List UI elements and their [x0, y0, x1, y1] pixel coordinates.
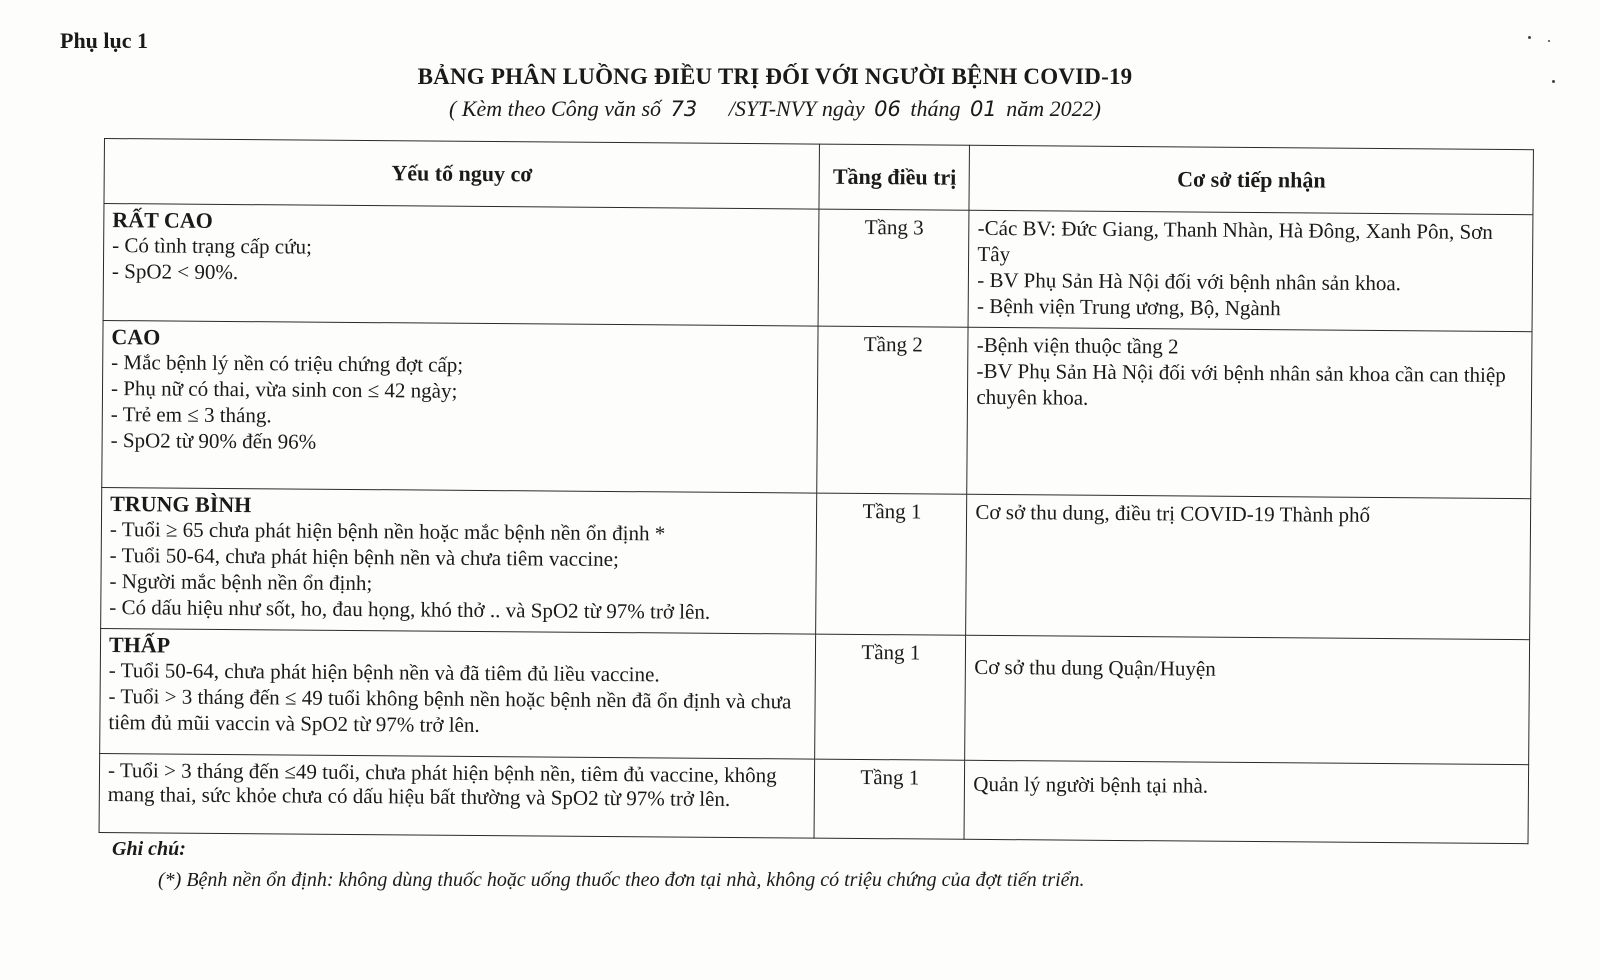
table-row: [99, 753, 1529, 843]
subtitle-year: 2022: [1049, 96, 1094, 121]
tier-cell: Tầng 1: [814, 759, 965, 839]
risk-line: - Tuổi > 3 tháng đến ≤ 49 tuổi không bệnh nền hoặc bệnh nền đã ổn định và chưa tiêm đủ mũi vaccin và SpO2 từ 97% trở lên.: [108, 684, 792, 737]
risk-line: - Mắc bệnh lý nền có triệu chứng đợt cấp;: [111, 350, 464, 377]
facility-line: -BV Phụ Sản Hà Nội đối với bệnh nhân sản khoa cần can thiệp chuyên khoa.: [976, 358, 1506, 410]
risk-cell: [100, 628, 816, 759]
notes-label: Ghi chú:: [112, 838, 186, 860]
document-title: BẢNG PHÂN LUỒNG ĐIỀU TRỊ ĐỐI VỚI NGƯỜI BỆNH COVID-19: [417, 64, 1133, 89]
facility-line: Cơ sở thu dung, điều trị COVID-19 Thành phố: [975, 499, 1371, 527]
risk-line: - Tuổi > 3 tháng đến ≤49 tuổi, chưa phát hiện bệnh nền, tiêm đủ vaccine, không mang thai, sức khỏe chưa có dấu hiệu bất thường và SpO2 từ 97% trở lên.: [107, 758, 777, 811]
risk-level: TRUNG BÌNH: [110, 491, 252, 518]
risk-cell: [101, 487, 818, 634]
subtitle-close: ): [1093, 96, 1101, 121]
notes-section: [112, 838, 1085, 892]
table-row: [100, 628, 1530, 764]
risk-line: - SpO2 từ 90% đến 96%: [110, 428, 317, 454]
header-risk-factor: Yếu tố nguy cơ: [104, 139, 820, 210]
facility-line: Quản lý người bệnh tại nhà.: [973, 771, 1209, 798]
risk-line: - SpO2 < 90%.: [111, 259, 239, 285]
facility-line: -Các BV: Đức Giang, Thanh Nhàn, Hà Đông, Xanh Pôn, Sơn Tây: [977, 215, 1493, 267]
risk-line: - Tuổi 50-64, chưa phát hiện bệnh nền và chưa tiêm vaccine;: [109, 543, 619, 572]
facility-line: -Bệnh viện thuộc tầng 2: [976, 332, 1179, 359]
table-header-row: [104, 139, 1533, 215]
risk-level: RẤT CAO: [112, 207, 213, 233]
risk-line: - Người mắc bệnh nền ổn định;: [109, 569, 373, 596]
subtitle-open: ( Kèm theo Công văn số: [449, 96, 662, 121]
tier-cell: Tầng 1: [815, 634, 966, 760]
subtitle-month: 01: [970, 97, 997, 121]
risk-cell: [99, 753, 815, 838]
tier-cell: Tầng 3: [818, 209, 969, 327]
tier-cell: Tầng 1: [816, 493, 967, 635]
risk-level: THẤP: [108, 632, 171, 658]
risk-line: - Có dấu hiệu như sốt, ho, đau họng, khó thở .. và SpO2 từ 97% trở lên.: [109, 595, 711, 624]
risk-line: - Phụ nữ có thai, vừa sinh con ≤ 42 ngày;: [110, 376, 458, 403]
risk-line: - Có tình trạng cấp cứu;: [112, 233, 312, 259]
subtitle-month-word: tháng: [910, 96, 961, 121]
subtitle-code: /SYT-NVY ngày: [728, 96, 865, 121]
table-row: [103, 204, 1533, 332]
facility-cell: [967, 327, 1532, 498]
document-subtitle: [0, 96, 1550, 122]
subtitle-year-word: năm: [1006, 96, 1045, 121]
table-row: [102, 320, 1532, 498]
risk-level: CAO: [111, 324, 161, 350]
facility-line: - BV Phụ Sản Hà Nội đối với bệnh nhân sản khoa.: [977, 267, 1402, 296]
facility-line: Cơ sở thu dung Quận/Huyện: [974, 654, 1216, 681]
tier-cell: Tầng 2: [817, 326, 968, 494]
scan-speck: [1548, 40, 1550, 42]
subtitle-day: 06: [874, 97, 901, 121]
risk-cell: [103, 204, 819, 327]
header-receiving-facility: Cơ sở tiếp nhận: [969, 145, 1533, 214]
facility-cell: [964, 760, 1528, 843]
risk-line: - Trẻ em ≤ 3 tháng.: [110, 402, 272, 428]
risk-line: - Tuổi ≥ 65 chưa phát hiện bệnh nền hoặc mắc bệnh nền ổn định *: [109, 517, 666, 546]
subtitle-doc-number: 73: [670, 97, 698, 121]
facility-cell: [966, 494, 1531, 639]
triage-table: [99, 138, 1534, 844]
header-treatment-tier: Tầng điều trị: [819, 144, 969, 210]
risk-cell: [102, 320, 819, 493]
facility-line: - Bệnh viện Trung ương, Bộ, Ngành: [976, 293, 1281, 321]
notes-text: (*) Bệnh nền ổn định: không dùng thuốc hoặc uống thuốc theo đơn tại nhà, không có triệu chứng của đợt tiến triển.: [158, 869, 1085, 891]
scan-speck: [1528, 36, 1531, 39]
scan-speck: [1552, 80, 1555, 83]
facility-cell: [968, 210, 1533, 331]
table-row: [101, 487, 1531, 639]
risk-line: - Tuổi 50-64, chưa phát hiện bệnh nền và đã tiêm đủ liều vaccine.: [108, 658, 660, 687]
facility-cell: [965, 635, 1530, 764]
appendix-label: Phụ lục 1: [60, 28, 149, 53]
